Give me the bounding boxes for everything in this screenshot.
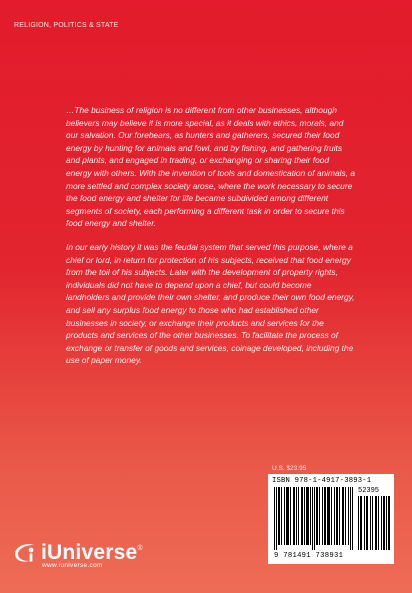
registered-mark-icon: ® xyxy=(137,545,143,552)
back-cover-blurb xyxy=(66,104,356,378)
barcode-bars xyxy=(274,487,354,550)
barcode-addon-text: 52395 xyxy=(358,487,380,495)
publisher-logo xyxy=(12,541,143,569)
blurb-paragraph: In our early history it was the feudal system that served this purpose, where a chief or lord, in return for protection of his subjects, received that food energy from the toil of his subjects. Later with the development of property rights, individuals did not have to depend upon a chief, but could become landholders and provide their own shelter, and produce their own food energy, and sell any surplus food energy to those who had established other businesses in society, or exchange their products and services for the products and services of the other businesses. To facilitate the process of exchange or transfer of goods and services, coinage developed, including the use of paper money. xyxy=(66,241,355,366)
iuniverse-swoosh-icon xyxy=(12,542,38,564)
barcode-digits: 9 781491 738931 xyxy=(274,552,344,560)
category-label: RELIGION, POLITICS & STATE xyxy=(14,22,119,29)
barcode-addon-bars xyxy=(358,496,390,550)
publisher-website: www.iuniverse.com xyxy=(42,562,103,569)
price-label: U.S. $23.95 xyxy=(272,465,307,472)
isbn-text: ISBN 978-1-4917-3893-1 xyxy=(272,477,372,485)
publisher-name: iUniverse xyxy=(41,541,138,564)
blurb-paragraph: …The business of religion is no different from other businesses, although believers may believe it is more special, as it deals with ethics, morals, and our salvation. Our forebears, as hunters and gatherers, secured their food energy by hunting for animals and fowl, and by fishing, and gathering fruits and plants, and engaged in trading, or exchanging or sharing their food energy with others. With the invention of tools and domestication of animals, a more settled and complex society arose, where the work necessary to secure the food energy and shelter for life became subdivided among different segments of society, each performing a different task in order to secure this food energy and shelter. xyxy=(66,105,356,229)
isbn-barcode xyxy=(268,474,394,564)
